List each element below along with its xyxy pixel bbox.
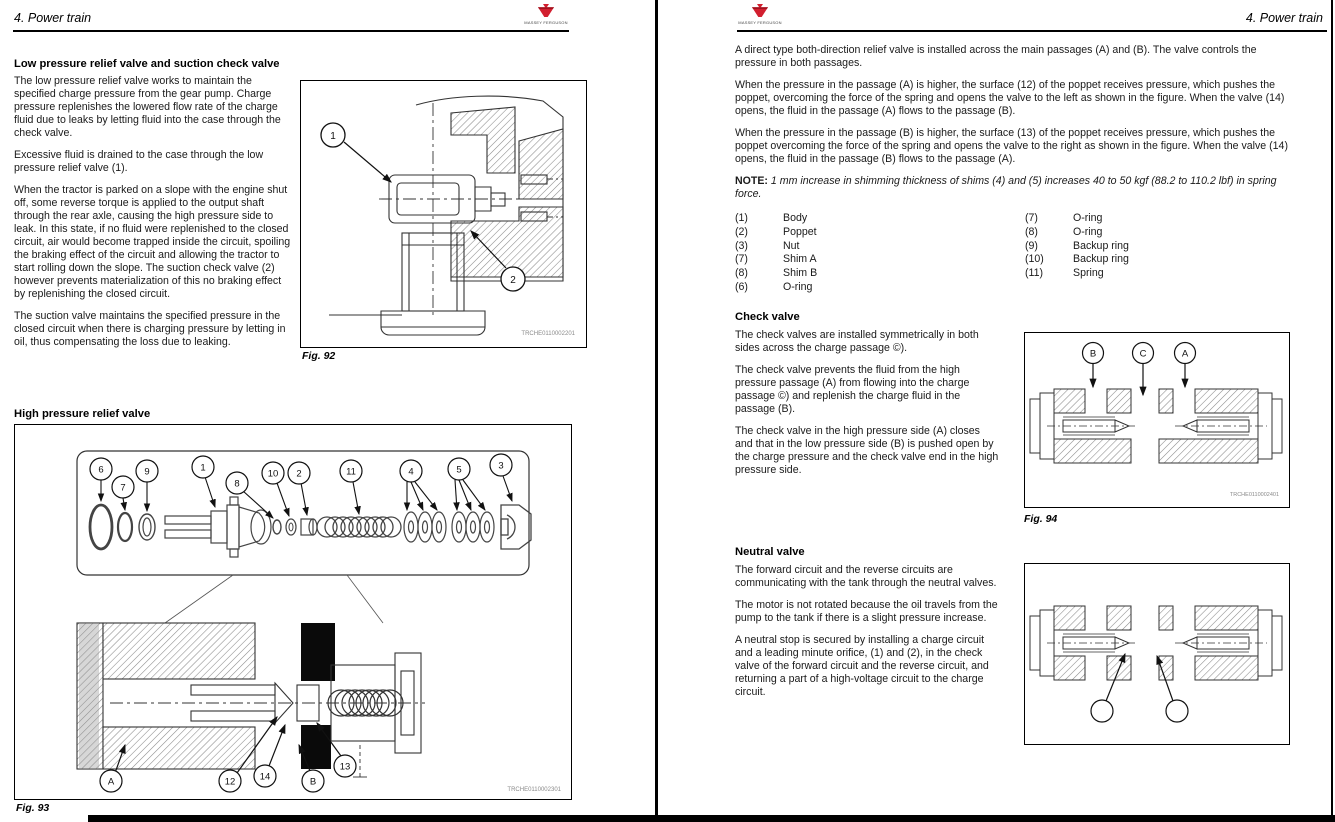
svg-text:9: 9 xyxy=(144,466,150,478)
page-divider xyxy=(655,0,658,822)
paragraph: Excessive fluid is drained to the case through the low pressure relief valve (1). xyxy=(14,149,264,174)
section-heading: Check valve xyxy=(735,311,800,323)
right-edge-line xyxy=(1331,0,1333,822)
part-item: (7) Shim A xyxy=(735,253,817,266)
section-heading: Low pressure relief valve and suction check valve xyxy=(14,58,280,70)
fig94-code: TRCHE0110002401 xyxy=(1229,492,1279,498)
part-item: (8) O-ring xyxy=(1025,225,1103,238)
part-item: (2) Poppet xyxy=(735,225,817,238)
header-rule xyxy=(13,30,569,32)
massey-ferguson-logo-icon xyxy=(535,4,557,19)
part-item: (7) O-ring xyxy=(1025,212,1103,224)
svg-text:12: 12 xyxy=(224,776,236,788)
brand-logo-text: MASSEY FERGUSON xyxy=(738,20,782,25)
svg-text:10: 10 xyxy=(267,468,279,480)
section-heading-high-pressure: High pressure relief valve xyxy=(14,408,151,420)
svg-text:14: 14 xyxy=(259,771,271,783)
massey-ferguson-logo-icon xyxy=(749,4,771,19)
note-text: 1 mm increase in shimming thickness of shims (4) and (5) increases 40 to 50 kgf (88.2 to 110.2 lbf) in spring force. xyxy=(735,175,1277,200)
fig92-callout-1 xyxy=(321,123,391,182)
note xyxy=(735,175,1295,201)
paragraph: A direct type both-direction relief valve is installed across the main passages (A) and (B). The valve controls the pressure in both passages. xyxy=(735,44,1257,69)
bottom-scan-bar xyxy=(88,815,1335,822)
figure-92 xyxy=(300,80,587,348)
note-label: NOTE: xyxy=(735,175,768,187)
brand-logo xyxy=(738,4,782,25)
svg-text:11: 11 xyxy=(346,466,356,478)
fig94-callouts xyxy=(1083,343,1196,396)
parts-list-col1 xyxy=(735,212,985,295)
paragraph: The forward circuit and the reverse circuits are communicating with the tank through the neutral valves. xyxy=(735,564,997,589)
fig92-code: TRCHE0110002201 xyxy=(521,331,575,337)
figure-93 xyxy=(14,424,572,800)
paragraph: A neutral stop is secured by installing a charge circuit and a leading minute orifice, (1) and (2), in the check valve of the forward circuit and the reverse circuit, and returning a part of a high-voltage circuit to the charge circuit. xyxy=(735,634,989,698)
figure-94 xyxy=(1024,332,1290,508)
section-neutral-valve xyxy=(735,546,999,708)
svg-text:B: B xyxy=(309,776,317,788)
paragraph: The suction valve maintains the specified pressure in the closed circuit when there is charging pressure by letting in oil, thus compensating the loss due to leaking. xyxy=(14,310,286,348)
fig93-exploded-callouts xyxy=(90,454,512,518)
paragraph: When the pressure in the passage (A) is higher, the surface (12) of the poppet receives pressure, which pushes the poppet, overcoming the force of the spring and opens the valve to the left as shown in the figure. When the valve (14) opens, the fluid in the passage (A) flows to the passage (B). xyxy=(735,79,1285,117)
paragraph: The check valve in the high pressure side (A) closes and that in the low pressure side (B) is pushed open by the charge pressure and the check valve end in the high pressure side. xyxy=(735,425,999,476)
parts-list-col2 xyxy=(1025,212,1275,281)
page-title: 4. Power train xyxy=(14,11,92,25)
svg-text:2: 2 xyxy=(296,468,302,480)
part-item: (8) Shim B xyxy=(735,267,818,280)
svg-text:3: 3 xyxy=(498,460,504,472)
part-item: (3) Nut xyxy=(735,239,800,252)
svg-text:A: A xyxy=(107,776,115,788)
fig93-drawing xyxy=(15,425,569,796)
svg-text:1: 1 xyxy=(200,462,206,474)
relief-valve-paragraphs xyxy=(735,44,1295,201)
fig93-caption: Fig. 93 xyxy=(16,802,50,814)
part-item: (1) Body xyxy=(735,212,808,224)
part-item: (10) Backup ring xyxy=(1025,253,1129,266)
paragraph: When the pressure in the passage (B) is higher, the surface (13) of the poppet receives pressure, which pushes the poppet overcoming the force of the spring and opens the valve to the right as shown in the figure. When the valve (14) opens, the fluid in the passage (B) flows to the passage (A). xyxy=(735,127,1288,165)
paragraph: When the tractor is parked on a slope with the engine shut off, some reverse torque is applied to the output shaft through the rear axle, causing the high pressure side to leak. In this state, if no fluid were replenished to the closed circuit, air would become trapped inside the circuit, spoiling the braking effect of the circuit and allowing the tractor to start rolling down the slope. The suction check valve (2) however prevents materialization of this no braking effect by replenishing the closed circuit. xyxy=(14,184,291,300)
section-low-pressure xyxy=(14,58,292,358)
brand-logo xyxy=(524,4,568,25)
figure-95 xyxy=(1024,563,1290,745)
svg-text:7: 7 xyxy=(120,482,126,494)
svg-text:C: C xyxy=(1139,348,1147,360)
svg-text:1: 1 xyxy=(330,131,336,142)
part-item: (9) Backup ring xyxy=(1025,239,1129,252)
paragraph: The check valve prevents the fluid from the high pressure passage (A) from flowing into the charge passage ©) and replenish the charge fluid in the passage (B). xyxy=(735,364,970,415)
part-item: (6) O-ring xyxy=(735,280,813,293)
fig93-code: TRCHE0110002301 xyxy=(507,787,561,793)
svg-text:8: 8 xyxy=(234,478,240,490)
svg-text:13: 13 xyxy=(339,761,351,773)
fig92-caption: Fig. 92 xyxy=(302,350,336,362)
brand-logo-text: MASSEY FERGUSON xyxy=(524,20,568,25)
svg-text:B: B xyxy=(1089,348,1097,360)
paragraph: The low pressure relief valve works to maintain the specified charge pressure from the gear pump. Charge pressure replenishes the lowered flow rate of the charge fluid due to leaks by letting fluid into the case through the check valve. xyxy=(14,75,281,139)
fig95-drawing xyxy=(1025,564,1287,741)
svg-text:6: 6 xyxy=(98,464,104,476)
paragraph: The check valves are installed symmetrically in both sides across the charge passage ©). xyxy=(735,329,979,354)
fig92-drawing xyxy=(301,81,586,344)
part-item: (11) Spring xyxy=(1025,267,1104,280)
section-check-valve xyxy=(735,311,999,486)
fig94-caption: Fig. 94 xyxy=(1024,513,1058,525)
section-heading: Neutral valve xyxy=(735,546,805,558)
svg-text:2: 2 xyxy=(510,275,516,286)
page-title: 4. Power train xyxy=(1245,11,1323,25)
svg-text:5: 5 xyxy=(456,464,462,476)
paragraph: The motor is not rotated because the oil travels from the pump to the tank if there is a slight pressure increase. xyxy=(735,599,998,624)
fig94-drawing xyxy=(1025,333,1287,504)
svg-text:A: A xyxy=(1181,348,1189,360)
svg-text:4: 4 xyxy=(408,466,414,478)
header-rule xyxy=(737,30,1327,32)
